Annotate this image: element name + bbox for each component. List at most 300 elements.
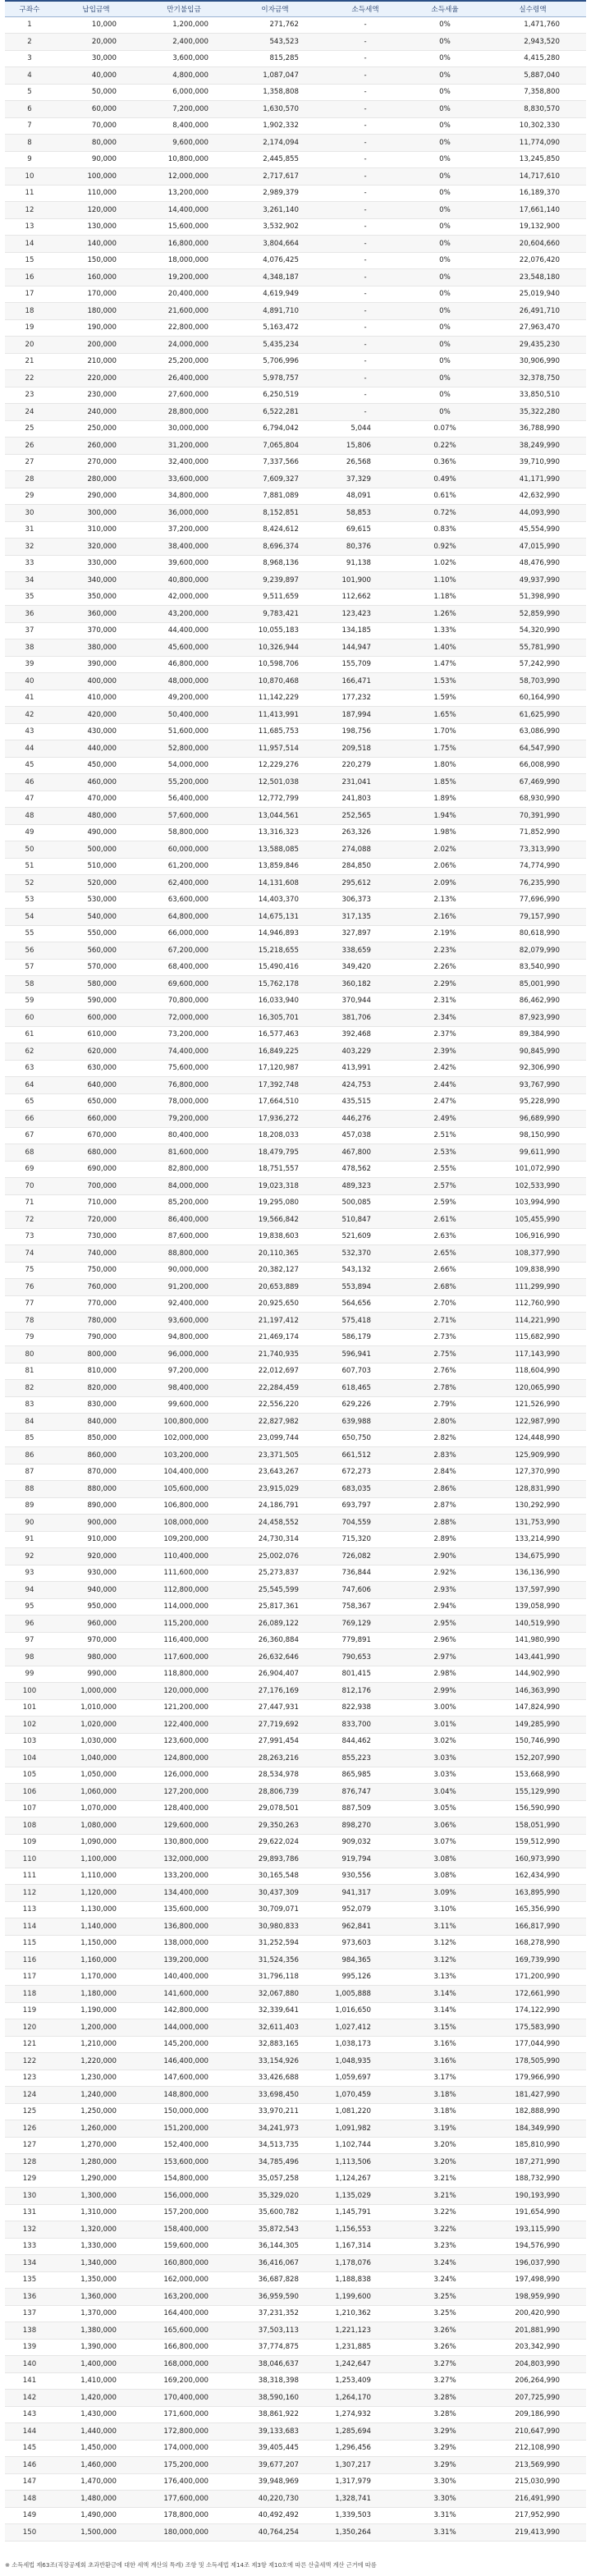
cell-maturity-payment: 97,200,000 bbox=[138, 1363, 230, 1380]
cell-payment: 970,000 bbox=[54, 1632, 138, 1649]
cell-net-receipt: 175,583,990 bbox=[479, 2019, 586, 2037]
cell-units: 30 bbox=[5, 505, 54, 522]
cell-tax-rate: 2.79% bbox=[410, 1396, 479, 1414]
table-row bbox=[5, 1161, 586, 1178]
cell-interest: 17,664,510 bbox=[230, 1093, 320, 1111]
cell-payment: 340,000 bbox=[54, 572, 138, 589]
cell-net-receipt: 125,909,990 bbox=[479, 1447, 586, 1464]
cell-payment: 180,000 bbox=[54, 303, 138, 320]
cell-income-tax: 1,253,409 bbox=[320, 2372, 410, 2390]
cell-income-tax: 779,891 bbox=[320, 1632, 410, 1649]
cell-units: 64 bbox=[5, 1077, 54, 1094]
cell-interest: 6,250,519 bbox=[230, 387, 320, 404]
cell-interest: 13,859,846 bbox=[230, 858, 320, 875]
cell-interest: 4,076,425 bbox=[230, 252, 320, 269]
cell-payment: 10,000 bbox=[54, 16, 138, 34]
header-interest: 이자금액 bbox=[230, 1, 320, 16]
cell-tax-rate: 0% bbox=[410, 151, 479, 168]
cell-income-tax: 941,317 bbox=[320, 1885, 410, 1902]
cell-payment: 730,000 bbox=[54, 1228, 138, 1245]
cell-income-tax: 865,985 bbox=[320, 1767, 410, 1784]
cell-tax-rate: 0% bbox=[410, 16, 479, 34]
cell-payment: 540,000 bbox=[54, 909, 138, 926]
cell-net-receipt: 177,044,990 bbox=[479, 2036, 586, 2053]
cell-payment: 130,000 bbox=[54, 218, 138, 236]
cell-net-receipt: 61,625,990 bbox=[479, 707, 586, 724]
cell-net-receipt: 13,245,850 bbox=[479, 151, 586, 168]
cell-payment: 1,120,000 bbox=[54, 1885, 138, 1902]
table-row bbox=[5, 2356, 586, 2373]
cell-units: 107 bbox=[5, 1800, 54, 1817]
cell-tax-rate: 0% bbox=[410, 50, 479, 67]
cell-tax-rate: 1.33% bbox=[410, 622, 479, 639]
cell-payment: 790,000 bbox=[54, 1329, 138, 1346]
cell-net-receipt: 85,001,990 bbox=[479, 976, 586, 993]
table-row bbox=[5, 808, 586, 825]
cell-net-receipt: 93,767,990 bbox=[479, 1077, 586, 1094]
cell-income-tax: 962,841 bbox=[320, 1918, 410, 1936]
cell-net-receipt: 79,157,990 bbox=[479, 909, 586, 926]
table-row bbox=[5, 387, 586, 404]
cell-interest: 6,522,281 bbox=[230, 404, 320, 421]
table-row bbox=[5, 1111, 586, 1128]
cell-payment: 1,040,000 bbox=[54, 1750, 138, 1767]
cell-income-tax: 693,797 bbox=[320, 1497, 410, 1515]
cell-units: 35 bbox=[5, 589, 54, 606]
cell-units: 55 bbox=[5, 925, 54, 942]
table-row bbox=[5, 1295, 586, 1313]
cell-net-receipt: 35,322,280 bbox=[479, 404, 586, 421]
cell-net-receipt: 29,435,230 bbox=[479, 337, 586, 354]
cell-interest: 10,870,468 bbox=[230, 673, 320, 690]
table-row bbox=[5, 875, 586, 892]
cell-net-receipt: 111,299,990 bbox=[479, 1279, 586, 1296]
cell-income-tax: 586,179 bbox=[320, 1329, 410, 1346]
header-maturity-payment: 만기불입금 bbox=[138, 1, 230, 16]
cell-tax-rate: 3.18% bbox=[410, 2087, 479, 2104]
table-row bbox=[5, 1279, 586, 1296]
cell-payment: 920,000 bbox=[54, 1548, 138, 1565]
cell-maturity-payment: 20,400,000 bbox=[138, 286, 230, 303]
cell-units: 130 bbox=[5, 2188, 54, 2205]
cell-tax-rate: 3.04% bbox=[410, 1784, 479, 1801]
cell-income-tax: 166,471 bbox=[320, 673, 410, 690]
cell-net-receipt: 63,086,990 bbox=[479, 723, 586, 740]
cell-interest: 27,719,692 bbox=[230, 1717, 320, 1734]
cell-payment: 1,330,000 bbox=[54, 2238, 138, 2255]
cell-tax-rate: 1.89% bbox=[410, 791, 479, 808]
cell-maturity-payment: 57,600,000 bbox=[138, 808, 230, 825]
cell-units: 82 bbox=[5, 1380, 54, 1397]
cell-tax-rate: 3.02% bbox=[410, 1733, 479, 1750]
cell-units: 134 bbox=[5, 2255, 54, 2272]
cell-payment: 900,000 bbox=[54, 1515, 138, 1532]
cell-units: 88 bbox=[5, 1481, 54, 1498]
cell-payment: 930,000 bbox=[54, 1565, 138, 1582]
cell-units: 111 bbox=[5, 1868, 54, 1885]
cell-maturity-payment: 40,800,000 bbox=[138, 572, 230, 589]
cell-payment: 1,450,000 bbox=[54, 2440, 138, 2457]
cell-tax-rate: 1.02% bbox=[410, 555, 479, 572]
cell-units: 71 bbox=[5, 1194, 54, 1212]
cell-income-tax: - bbox=[320, 50, 410, 67]
table-row bbox=[5, 117, 586, 135]
table-row bbox=[5, 84, 586, 101]
cell-net-receipt: 83,540,990 bbox=[479, 959, 586, 976]
cell-payment: 1,050,000 bbox=[54, 1767, 138, 1784]
cell-maturity-payment: 106,800,000 bbox=[138, 1497, 230, 1515]
cell-payment: 1,340,000 bbox=[54, 2255, 138, 2272]
cell-tax-rate: 2.89% bbox=[410, 1531, 479, 1548]
cell-interest: 30,709,071 bbox=[230, 1901, 320, 1918]
cell-maturity-payment: 135,600,000 bbox=[138, 1901, 230, 1918]
cell-net-receipt: 115,682,990 bbox=[479, 1329, 586, 1346]
cell-maturity-payment: 37,200,000 bbox=[138, 521, 230, 539]
cell-income-tax: - bbox=[320, 218, 410, 236]
cell-payment: 960,000 bbox=[54, 1616, 138, 1633]
table-row bbox=[5, 151, 586, 168]
cell-tax-rate: 0% bbox=[410, 236, 479, 253]
cell-tax-rate: 1.47% bbox=[410, 656, 479, 673]
cell-income-tax: 1,231,885 bbox=[320, 2339, 410, 2356]
cell-interest: 3,804,664 bbox=[230, 236, 320, 253]
cell-income-tax: - bbox=[320, 185, 410, 202]
cell-units: 80 bbox=[5, 1346, 54, 1364]
cell-income-tax: 769,129 bbox=[320, 1616, 410, 1633]
table-row bbox=[5, 1346, 586, 1364]
cell-tax-rate: 0.22% bbox=[410, 438, 479, 455]
cell-maturity-payment: 123,600,000 bbox=[138, 1733, 230, 1750]
cell-maturity-payment: 18,000,000 bbox=[138, 252, 230, 269]
cell-interest: 2,717,617 bbox=[230, 168, 320, 186]
cell-maturity-payment: 22,800,000 bbox=[138, 319, 230, 337]
cell-payment: 890,000 bbox=[54, 1497, 138, 1515]
cell-income-tax: 1,027,412 bbox=[320, 2019, 410, 2037]
cell-tax-rate: 2.47% bbox=[410, 1093, 479, 1111]
cell-tax-rate: 3.31% bbox=[410, 2524, 479, 2542]
cell-units: 28 bbox=[5, 471, 54, 488]
cell-units: 100 bbox=[5, 1683, 54, 1700]
table-row bbox=[5, 959, 586, 976]
cell-maturity-payment: 174,000,000 bbox=[138, 2440, 230, 2457]
cell-payment: 700,000 bbox=[54, 1178, 138, 1195]
cell-tax-rate: 3.06% bbox=[410, 1817, 479, 1835]
cell-interest: 37,503,113 bbox=[230, 2322, 320, 2340]
cell-interest: 22,556,220 bbox=[230, 1396, 320, 1414]
cell-net-receipt: 141,980,990 bbox=[479, 1632, 586, 1649]
cell-tax-rate: 2.76% bbox=[410, 1363, 479, 1380]
cell-income-tax: 952,079 bbox=[320, 1901, 410, 1918]
cell-units: 4 bbox=[5, 67, 54, 85]
cell-interest: 23,099,744 bbox=[230, 1430, 320, 1447]
cell-maturity-payment: 21,600,000 bbox=[138, 303, 230, 320]
cell-units: 36 bbox=[5, 606, 54, 623]
cell-maturity-payment: 152,400,000 bbox=[138, 2137, 230, 2154]
cell-units: 10 bbox=[5, 168, 54, 186]
cell-maturity-payment: 141,600,000 bbox=[138, 1986, 230, 2003]
cell-income-tax: 1,070,459 bbox=[320, 2087, 410, 2104]
cell-maturity-payment: 6,000,000 bbox=[138, 84, 230, 101]
cell-net-receipt: 171,200,990 bbox=[479, 1969, 586, 1986]
cell-maturity-payment: 170,400,000 bbox=[138, 2390, 230, 2407]
cell-tax-rate: 0% bbox=[410, 370, 479, 387]
cell-income-tax: 467,800 bbox=[320, 1144, 410, 1162]
cell-interest: 11,685,753 bbox=[230, 723, 320, 740]
cell-maturity-payment: 138,000,000 bbox=[138, 1935, 230, 1952]
cell-net-receipt: 159,512,990 bbox=[479, 1834, 586, 1851]
cell-net-receipt: 23,548,180 bbox=[479, 269, 586, 286]
cell-payment: 150,000 bbox=[54, 252, 138, 269]
cell-net-receipt: 201,881,990 bbox=[479, 2322, 586, 2340]
cell-net-receipt: 149,285,990 bbox=[479, 1717, 586, 1734]
cell-units: 124 bbox=[5, 2087, 54, 2104]
cell-units: 131 bbox=[5, 2204, 54, 2221]
cell-interest: 22,827,982 bbox=[230, 1414, 320, 1431]
cell-tax-rate: 2.96% bbox=[410, 1632, 479, 1649]
cell-income-tax: 995,126 bbox=[320, 1969, 410, 1986]
cell-tax-rate: 3.22% bbox=[410, 2221, 479, 2239]
table-row bbox=[5, 1733, 586, 1750]
cell-units: 13 bbox=[5, 218, 54, 236]
cell-net-receipt: 42,632,990 bbox=[479, 488, 586, 505]
cell-interest: 26,089,122 bbox=[230, 1616, 320, 1633]
cell-interest: 2,174,094 bbox=[230, 135, 320, 152]
cell-payment: 1,360,000 bbox=[54, 2289, 138, 2306]
cell-net-receipt: 181,427,990 bbox=[479, 2087, 586, 2104]
cell-units: 39 bbox=[5, 656, 54, 673]
cell-tax-rate: 2.84% bbox=[410, 1464, 479, 1481]
cell-income-tax: 1,135,029 bbox=[320, 2188, 410, 2205]
cell-net-receipt: 131,753,990 bbox=[479, 1515, 586, 1532]
cell-tax-rate: 3.13% bbox=[410, 1969, 479, 1986]
table-row bbox=[5, 1885, 586, 1902]
cell-interest: 20,382,127 bbox=[230, 1262, 320, 1279]
cell-payment: 940,000 bbox=[54, 1582, 138, 1599]
cell-units: 1 bbox=[5, 16, 54, 34]
table-row bbox=[5, 454, 586, 471]
cell-tax-rate: 2.93% bbox=[410, 1582, 479, 1599]
cell-interest: 18,479,795 bbox=[230, 1144, 320, 1162]
cell-tax-rate: 3.27% bbox=[410, 2356, 479, 2373]
cell-maturity-payment: 177,600,000 bbox=[138, 2491, 230, 2508]
cell-units: 85 bbox=[5, 1430, 54, 1447]
cell-units: 63 bbox=[5, 1060, 54, 1077]
cell-net-receipt: 146,363,990 bbox=[479, 1683, 586, 1700]
cell-interest: 30,165,548 bbox=[230, 1868, 320, 1885]
cell-income-tax: - bbox=[320, 135, 410, 152]
cell-interest: 40,764,254 bbox=[230, 2524, 320, 2542]
footnote: ※ 소득세법 제63조(직장공제회 초과반환금에 대한 세액 계산의 특례) 조항 및 소득세법 제14조 제3항 제10호에 따른 산출세액 계산 근거에 따름 bbox=[5, 2561, 377, 2569]
cell-net-receipt: 150,746,990 bbox=[479, 1733, 586, 1750]
cell-interest: 6,794,042 bbox=[230, 420, 320, 438]
cell-tax-rate: 3.29% bbox=[410, 2457, 479, 2474]
cell-maturity-payment: 117,600,000 bbox=[138, 1649, 230, 1666]
cell-units: 94 bbox=[5, 1582, 54, 1599]
cell-tax-rate: 0% bbox=[410, 218, 479, 236]
cell-tax-rate: 1.75% bbox=[410, 740, 479, 758]
cell-interest: 5,435,234 bbox=[230, 337, 320, 354]
table-row bbox=[5, 438, 586, 455]
cell-net-receipt: 140,519,990 bbox=[479, 1616, 586, 1633]
cell-maturity-payment: 111,600,000 bbox=[138, 1565, 230, 1582]
cell-tax-rate: 2.86% bbox=[410, 1481, 479, 1498]
cell-net-receipt: 128,831,990 bbox=[479, 1481, 586, 1498]
cell-units: 56 bbox=[5, 942, 54, 960]
cell-net-receipt: 49,937,990 bbox=[479, 572, 586, 589]
cell-net-receipt: 174,122,990 bbox=[479, 2002, 586, 2019]
table-row bbox=[5, 1026, 586, 1043]
cell-maturity-payment: 28,800,000 bbox=[138, 404, 230, 421]
cell-tax-rate: 0% bbox=[410, 101, 479, 118]
table-row bbox=[5, 622, 586, 639]
table-row bbox=[5, 909, 586, 926]
cell-tax-rate: 2.63% bbox=[410, 1228, 479, 1245]
cell-interest: 38,046,637 bbox=[230, 2356, 320, 2373]
cell-income-tax: 112,662 bbox=[320, 589, 410, 606]
cell-tax-rate: 0% bbox=[410, 185, 479, 202]
table-row bbox=[5, 1935, 586, 1952]
cell-tax-rate: 3.14% bbox=[410, 1986, 479, 2003]
cell-payment: 850,000 bbox=[54, 1430, 138, 1447]
cell-units: 86 bbox=[5, 1447, 54, 1464]
cell-maturity-payment: 85,200,000 bbox=[138, 1194, 230, 1212]
cell-units: 76 bbox=[5, 1279, 54, 1296]
cell-tax-rate: 2.97% bbox=[410, 1649, 479, 1666]
cell-units: 140 bbox=[5, 2356, 54, 2373]
cell-net-receipt: 109,838,990 bbox=[479, 1262, 586, 1279]
cell-income-tax: 263,326 bbox=[320, 824, 410, 841]
cell-payment: 20,000 bbox=[54, 34, 138, 51]
cell-net-receipt: 190,193,990 bbox=[479, 2188, 586, 2205]
cell-payment: 250,000 bbox=[54, 420, 138, 438]
table-row bbox=[5, 1986, 586, 2003]
cell-units: 53 bbox=[5, 892, 54, 909]
cell-income-tax: 187,994 bbox=[320, 707, 410, 724]
cell-tax-rate: 1.65% bbox=[410, 707, 479, 724]
cell-units: 118 bbox=[5, 1986, 54, 2003]
cell-payment: 220,000 bbox=[54, 370, 138, 387]
cell-income-tax: 683,035 bbox=[320, 1481, 410, 1498]
cell-maturity-payment: 34,800,000 bbox=[138, 488, 230, 505]
table-row bbox=[5, 2036, 586, 2053]
cell-tax-rate: 3.31% bbox=[410, 2507, 479, 2524]
cell-payment: 1,000,000 bbox=[54, 1683, 138, 1700]
cell-maturity-payment: 52,800,000 bbox=[138, 740, 230, 758]
cell-units: 143 bbox=[5, 2406, 54, 2423]
cell-interest: 20,653,889 bbox=[230, 1279, 320, 1296]
cell-units: 15 bbox=[5, 252, 54, 269]
cell-payment: 830,000 bbox=[54, 1396, 138, 1414]
cell-income-tax: - bbox=[320, 404, 410, 421]
cell-interest: 271,762 bbox=[230, 16, 320, 34]
table-row bbox=[5, 1699, 586, 1717]
cell-income-tax: 639,988 bbox=[320, 1414, 410, 1431]
cell-income-tax: 521,609 bbox=[320, 1228, 410, 1245]
cell-net-receipt: 114,221,990 bbox=[479, 1313, 586, 1330]
table-row bbox=[5, 353, 586, 370]
cell-income-tax: 48,091 bbox=[320, 488, 410, 505]
cell-maturity-payment: 96,000,000 bbox=[138, 1346, 230, 1364]
cell-income-tax: 1,005,888 bbox=[320, 1986, 410, 2003]
cell-income-tax: 274,088 bbox=[320, 841, 410, 859]
cell-units: 92 bbox=[5, 1548, 54, 1565]
cell-net-receipt: 118,604,990 bbox=[479, 1363, 586, 1380]
cell-payment: 590,000 bbox=[54, 992, 138, 1010]
cell-income-tax: 338,659 bbox=[320, 942, 410, 960]
cell-maturity-payment: 121,200,000 bbox=[138, 1699, 230, 1717]
table-row bbox=[5, 2390, 586, 2407]
cell-interest: 24,458,552 bbox=[230, 1515, 320, 1532]
cell-tax-rate: 0% bbox=[410, 337, 479, 354]
cell-payment: 1,320,000 bbox=[54, 2221, 138, 2239]
cell-tax-rate: 0% bbox=[410, 404, 479, 421]
table-row bbox=[5, 1464, 586, 1481]
cell-maturity-payment: 55,200,000 bbox=[138, 774, 230, 791]
cell-interest: 21,469,174 bbox=[230, 1329, 320, 1346]
cell-units: 51 bbox=[5, 858, 54, 875]
cell-payment: 1,260,000 bbox=[54, 2120, 138, 2138]
cell-payment: 270,000 bbox=[54, 454, 138, 471]
cell-maturity-payment: 76,800,000 bbox=[138, 1077, 230, 1094]
table-row bbox=[5, 1565, 586, 1582]
cell-interest: 3,532,902 bbox=[230, 218, 320, 236]
cell-interest: 33,970,211 bbox=[230, 2103, 320, 2120]
cell-net-receipt: 87,923,990 bbox=[479, 1010, 586, 1027]
cell-maturity-payment: 42,000,000 bbox=[138, 589, 230, 606]
cell-interest: 39,948,969 bbox=[230, 2473, 320, 2491]
cell-income-tax: 876,747 bbox=[320, 1784, 410, 1801]
cell-maturity-payment: 74,400,000 bbox=[138, 1043, 230, 1061]
table-row bbox=[5, 1228, 586, 1245]
cell-net-receipt: 215,030,990 bbox=[479, 2473, 586, 2491]
table-row bbox=[5, 1329, 586, 1346]
cell-payment: 1,350,000 bbox=[54, 2271, 138, 2289]
table-row bbox=[5, 1851, 586, 1868]
cell-interest: 24,186,791 bbox=[230, 1497, 320, 1515]
cell-payment: 1,200,000 bbox=[54, 2019, 138, 2037]
cell-interest: 26,904,407 bbox=[230, 1666, 320, 1683]
cell-tax-rate: 2.68% bbox=[410, 1279, 479, 1296]
cell-tax-rate: 3.12% bbox=[410, 1952, 479, 1969]
cell-net-receipt: 10,302,330 bbox=[479, 117, 586, 135]
cell-income-tax: 973,603 bbox=[320, 1935, 410, 1952]
cell-net-receipt: 98,150,990 bbox=[479, 1127, 586, 1144]
cell-units: 146 bbox=[5, 2457, 54, 2474]
cell-maturity-payment: 44,400,000 bbox=[138, 622, 230, 639]
cell-tax-rate: 0% bbox=[410, 353, 479, 370]
cell-maturity-payment: 169,200,000 bbox=[138, 2372, 230, 2390]
cell-tax-rate: 3.25% bbox=[410, 2289, 479, 2306]
cell-payment: 140,000 bbox=[54, 236, 138, 253]
cell-tax-rate: 3.19% bbox=[410, 2120, 479, 2138]
cell-units: 50 bbox=[5, 841, 54, 859]
cell-units: 97 bbox=[5, 1632, 54, 1649]
cell-net-receipt: 68,930,990 bbox=[479, 791, 586, 808]
cell-units: 70 bbox=[5, 1178, 54, 1195]
cell-tax-rate: 1.85% bbox=[410, 774, 479, 791]
table-row bbox=[5, 1127, 586, 1144]
cell-interest: 25,273,837 bbox=[230, 1565, 320, 1582]
cell-interest: 16,849,225 bbox=[230, 1043, 320, 1061]
cell-maturity-payment: 110,400,000 bbox=[138, 1548, 230, 1565]
cell-interest: 5,978,757 bbox=[230, 370, 320, 387]
cell-units: 98 bbox=[5, 1649, 54, 1666]
cell-interest: 40,220,730 bbox=[230, 2491, 320, 2508]
cell-units: 121 bbox=[5, 2036, 54, 2053]
table-row bbox=[5, 1784, 586, 1801]
cell-payment: 870,000 bbox=[54, 1464, 138, 1481]
cell-net-receipt: 25,019,940 bbox=[479, 286, 586, 303]
